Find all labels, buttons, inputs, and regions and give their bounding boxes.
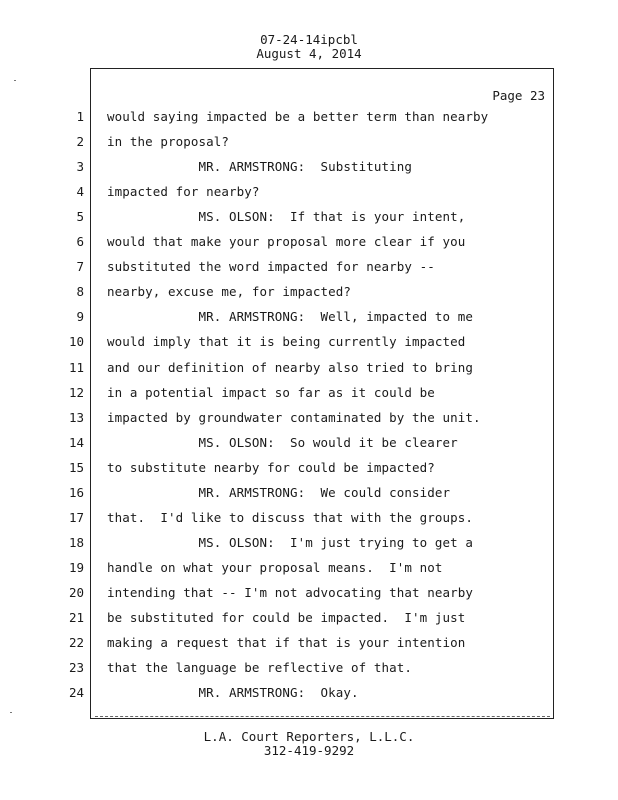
- line-number: 17: [68, 509, 84, 525]
- transcript-line-text: would imply that it is being currently impacted: [107, 334, 466, 350]
- line-number: 14: [68, 434, 84, 450]
- transcript-line-text: MR. ARMSTRONG: Okay.: [107, 685, 359, 701]
- line-number: 19: [68, 559, 84, 575]
- line-number: 7: [76, 259, 84, 275]
- transcript-line-text: in the proposal?: [107, 134, 230, 150]
- line-number: 1: [76, 109, 84, 124]
- line-number: 18: [68, 534, 84, 550]
- line-number: 5: [76, 209, 84, 225]
- line-number: 9: [76, 309, 84, 325]
- transcript-line-text: to substitute nearby for could be impacted?: [107, 459, 435, 475]
- transcript-line-text: making a request that if that is your intention: [107, 635, 466, 651]
- line-number: 12: [68, 384, 84, 400]
- line-number: 15: [68, 459, 84, 475]
- scan-speck: [14, 80, 16, 81]
- line-number: 3: [76, 159, 84, 175]
- transcript-line-text: would saying impacted be a better term than nearby: [107, 109, 489, 124]
- line-number: 2: [76, 134, 84, 150]
- transcript-line-text: intending that -- I'm not advocating that nearby: [107, 584, 474, 600]
- page-number: Page 23: [492, 88, 545, 103]
- transcript-line-text: impacted by groundwater contaminated by the unit.: [107, 409, 481, 425]
- line-number: 20: [68, 584, 84, 600]
- line-number: 24: [68, 685, 84, 701]
- line-number: 6: [76, 234, 84, 250]
- transcript-line-text: MS. OLSON: I'm just trying to get a: [107, 534, 474, 550]
- transcript-line-text: be substituted for could be impacted. I'm just: [107, 610, 466, 625]
- line-number: 23: [68, 660, 84, 676]
- line-number: 16: [68, 484, 84, 500]
- transcript-line-text: substituted the word impacted for nearby --: [107, 259, 435, 275]
- bottom-rule: [95, 716, 550, 717]
- case-id-header: 07-24-14ipcbl: [260, 32, 358, 47]
- line-number: 4: [76, 184, 84, 200]
- transcript-line-text: would that make your proposal more clear if you: [107, 234, 466, 250]
- line-number: 13: [68, 409, 84, 425]
- line-number: 11: [68, 359, 84, 375]
- transcript-line-text: and our definition of nearby also tried to bring: [107, 359, 474, 375]
- transcript-line-text: that. I'd like to discuss that with the groups.: [107, 509, 474, 525]
- transcript-line-text: MS. OLSON: If that is your intent,: [107, 209, 466, 225]
- transcript-line-text: in a potential impact so far as it could be: [107, 384, 435, 400]
- firm-phone-footer: 312-419-9292: [263, 743, 355, 758]
- transcript-line-text: MR. ARMSTRONG: Well, impacted to me: [107, 309, 474, 325]
- transcript-date-header: August 4, 2014: [256, 46, 362, 61]
- transcript-line-text: MS. OLSON: So would it be clearer: [107, 434, 458, 450]
- line-number: 22: [68, 635, 84, 651]
- line-number: 8: [76, 284, 84, 300]
- transcript-line-text: impacted for nearby?: [107, 184, 260, 200]
- transcript-line-text: that the language be reflective of that.: [107, 660, 413, 676]
- line-number: 10: [68, 334, 84, 350]
- scan-speck: [10, 712, 12, 713]
- transcript-line-text: MR. ARMSTRONG: Substituting: [107, 159, 413, 175]
- line-number: 21: [68, 610, 84, 625]
- firm-name-footer: L.A. Court Reporters, L.L.C.: [203, 729, 415, 744]
- transcript-line-text: handle on what your proposal means. I'm not: [107, 559, 443, 575]
- transcript-line-text: MR. ARMSTRONG: We could consider: [107, 484, 451, 500]
- transcript-line-text: nearby, excuse me, for impacted?: [107, 284, 352, 300]
